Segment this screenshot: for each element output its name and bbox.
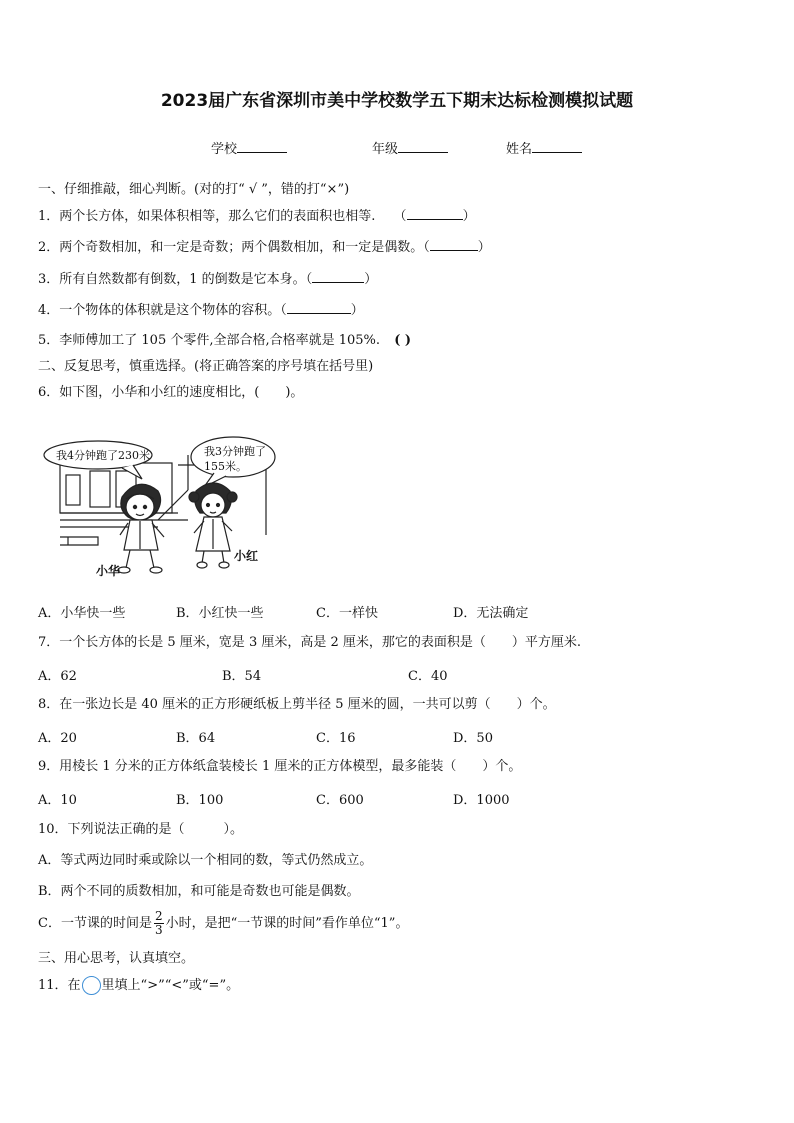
q3-text: 3．所有自然数都有倒数，1 的倒数是它本身。 bbox=[38, 272, 306, 287]
q6-option-c[interactable]: C．一样快 bbox=[316, 606, 378, 621]
q1-answer-blank[interactable] bbox=[407, 207, 463, 220]
q2-close: ） bbox=[477, 240, 491, 255]
q7-option-a[interactable]: A．62 bbox=[38, 669, 77, 684]
q4-answer-blank[interactable] bbox=[287, 301, 351, 314]
q3-answer-blank[interactable] bbox=[312, 270, 364, 283]
q10-option-a[interactable]: A．等式两边同时乘或除以一个相同的数，等式仍然成立。 bbox=[38, 853, 373, 868]
q3-open: （ bbox=[305, 272, 313, 287]
fraction-two-thirds bbox=[154, 910, 164, 937]
q10-option-c-before: C．一节课的时间是 bbox=[38, 916, 152, 931]
fraction-numerator: 2 bbox=[154, 909, 163, 923]
question-5 bbox=[38, 332, 411, 350]
question-6: 6．如下图，小华和小红的速度相比，( )。 bbox=[38, 385, 304, 400]
q7-option-b[interactable]: B．54 bbox=[222, 669, 262, 684]
q4-open: （ bbox=[280, 303, 287, 318]
name-right-label: 小红 bbox=[234, 549, 259, 563]
q8-option-a[interactable]: A．20 bbox=[38, 731, 77, 746]
section1-heading: 一、仔细推敲，细心判断。(对的打“ √ ”，错的打“×”) bbox=[38, 182, 350, 197]
school-blank[interactable] bbox=[237, 140, 287, 153]
q7-option-c[interactable]: C．40 bbox=[408, 669, 448, 684]
question-8: 8．在一张边长是 40 厘米的正方形硬纸板上剪半径 5 厘米的圆，一共可以剪（ ）个。 bbox=[38, 697, 556, 712]
q8-option-d[interactable]: D．50 bbox=[453, 731, 493, 746]
question-4 bbox=[38, 301, 364, 320]
bubble-right-text-line2: 155米。 bbox=[204, 460, 247, 473]
question-3 bbox=[38, 270, 377, 289]
section2-heading: 二、反复思考，慎重选择。(将正确答案的序号填在括号里) bbox=[38, 359, 374, 374]
name-label: 姓名 bbox=[506, 142, 533, 157]
section3-heading: 三、用心思考，认真填空。 bbox=[38, 951, 195, 966]
boy-figure bbox=[118, 484, 164, 573]
q6-illustration bbox=[38, 425, 298, 585]
q2-answer-blank[interactable] bbox=[430, 238, 478, 251]
q9-option-a[interactable]: A．10 bbox=[38, 793, 77, 808]
q2-text: 2．两个奇数相加，和一定是奇数；两个偶数相加，和一定是偶数。 bbox=[38, 240, 424, 255]
q6-option-b[interactable]: B．小红快一些 bbox=[176, 606, 264, 621]
q6-option-a[interactable]: A．小华快一些 bbox=[38, 606, 126, 621]
q8-option-b[interactable]: B．64 bbox=[176, 731, 216, 746]
q1-close: ） bbox=[462, 209, 476, 224]
q1-text: 1．两个长方体，如果体积相等，那么它们的表面积也相等. bbox=[38, 209, 376, 224]
grade-label: 年级 bbox=[372, 142, 399, 157]
bubble-right-text-line1: 我3分钟跑了 bbox=[204, 445, 266, 458]
girl-figure bbox=[189, 483, 237, 568]
school-label: 学校 bbox=[211, 142, 238, 157]
question-1 bbox=[38, 207, 476, 226]
q4-text: 4．一个物体的体积就是这个物体的容积。 bbox=[38, 303, 281, 318]
grade-blank[interactable] bbox=[398, 140, 448, 153]
q3-close: ） bbox=[364, 272, 378, 287]
fraction-denominator: 3 bbox=[154, 923, 163, 937]
name-left-label: 小华 bbox=[96, 564, 121, 578]
q8-option-c[interactable]: C．16 bbox=[316, 731, 356, 746]
school-field bbox=[211, 140, 287, 159]
question-10: 10．下列说法正确的是（ ）。 bbox=[38, 822, 244, 837]
page-title: 2023届广东省深圳市美中学校数学五下期末达标检测模拟试题 bbox=[160, 91, 634, 111]
question-9: 9．用棱长 1 分米的正方体纸盒装棱长 1 厘米的正方体模型，最多能装（ ）个。 bbox=[38, 759, 522, 774]
q10-option-c-after: 小时，是把“一节课的时间”看作单位“1”。 bbox=[165, 916, 409, 931]
q5-answer-mark[interactable]: ( ) bbox=[394, 333, 412, 348]
q2-open: （ bbox=[423, 240, 430, 255]
grade-field bbox=[372, 140, 448, 159]
q9-option-b[interactable]: B．100 bbox=[176, 793, 224, 808]
name-field bbox=[506, 140, 582, 159]
circle-icon bbox=[82, 976, 101, 995]
question-2 bbox=[38, 238, 491, 257]
question-11 bbox=[38, 976, 239, 995]
question-7: 7．一个长方体的长是 5 厘米，宽是 3 厘米，高是 2 厘米，那它的表面积是（ ）平方厘米. bbox=[38, 635, 582, 650]
q5-text: 5．李师傅加工了 105 个零件,全部合格,合格率就是 105%. bbox=[38, 333, 381, 348]
q9-option-d[interactable]: D．1000 bbox=[453, 793, 510, 808]
q10-option-c[interactable] bbox=[38, 910, 408, 937]
bubble-left-text: 我4分钟跑了230米 bbox=[56, 449, 150, 462]
q10-option-b[interactable]: B．两个不同的质数相加，和可能是奇数也可能是偶数。 bbox=[38, 884, 360, 899]
q11-text-before: 11．在 bbox=[38, 978, 81, 993]
q4-close: ） bbox=[350, 303, 364, 318]
q6-option-d[interactable]: D．无法确定 bbox=[453, 606, 529, 621]
q1-open: （ bbox=[393, 209, 407, 224]
q9-option-c[interactable]: C．600 bbox=[316, 793, 364, 808]
name-blank[interactable] bbox=[532, 140, 582, 153]
q11-text-after: 里填上“>”“<”或“=”。 bbox=[101, 978, 240, 993]
